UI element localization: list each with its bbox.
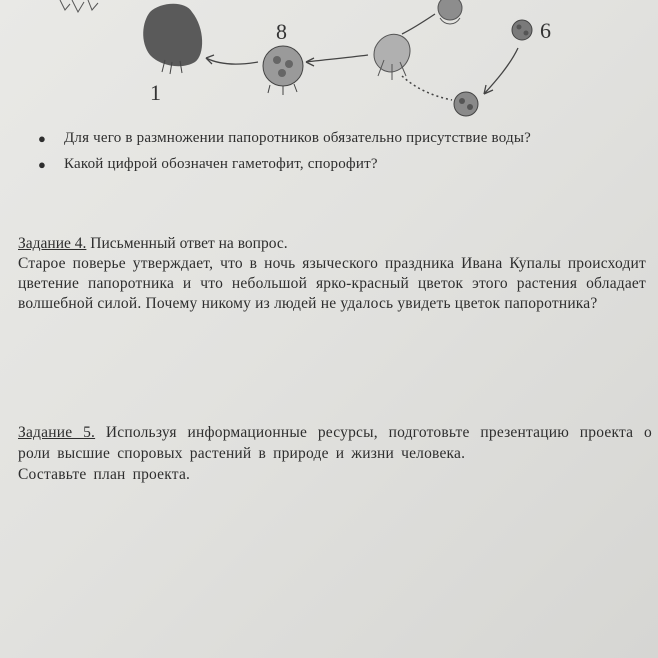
label-six: 6 <box>540 18 551 43</box>
label-one: 1 <box>150 80 161 105</box>
task-5-label: Задание 5. <box>18 424 96 441</box>
question-item <box>30 128 645 148</box>
sporangium-8-drawing <box>263 19 303 95</box>
question-list <box>30 128 645 180</box>
task-4-heading <box>18 234 646 254</box>
bullet-icon: ● <box>38 157 46 172</box>
embryo-drawing <box>374 34 410 80</box>
arrow-8-to-1 <box>206 58 258 64</box>
question-text: Какой цифрой обозначен гаметофит, спорофит? <box>64 156 378 172</box>
spore-6-drawing <box>512 18 551 43</box>
gametophyte-drawing <box>143 4 202 105</box>
bullet-icon: ● <box>38 131 46 146</box>
label-eight: 8 <box>276 19 287 44</box>
fern-lifecycle-diagram <box>0 0 658 120</box>
arrow-to-8 <box>306 55 368 62</box>
task-4 <box>18 234 646 314</box>
question-text: Для чего в размножении папоротников обязательно присутствие воды? <box>64 130 531 146</box>
lifecycle-figure <box>0 0 658 120</box>
task-4-label: Задание 4. <box>18 235 87 252</box>
roots-drawing <box>60 0 98 12</box>
sori-drawing <box>438 0 462 24</box>
task-4-heading-rest: Письменный ответ на вопрос. <box>86 235 288 252</box>
task-5 <box>18 422 652 485</box>
task-5-body: Используя информационные ресурсы, подготовьте презентацию проекта о роли высшие споровых растений в природе и жизни человека. <box>18 424 652 462</box>
question-item <box>30 154 645 174</box>
arrow-from-6 <box>484 48 518 94</box>
task-5-tail: Составьте план проекта. <box>18 466 191 483</box>
task-5-body-block <box>18 422 652 485</box>
task-4-body: Старое поверье утверждает, что в ночь языческого праздника Ивана Купалы происходит цветение папоротника и что небольшой ярко-красный цветок этого растения обладает волшебной силой. Почему никому из людей не удалось увидеть цветок папоротника? <box>18 255 646 312</box>
dotted-trail <box>402 76 452 100</box>
zygote-drawing <box>454 92 478 116</box>
